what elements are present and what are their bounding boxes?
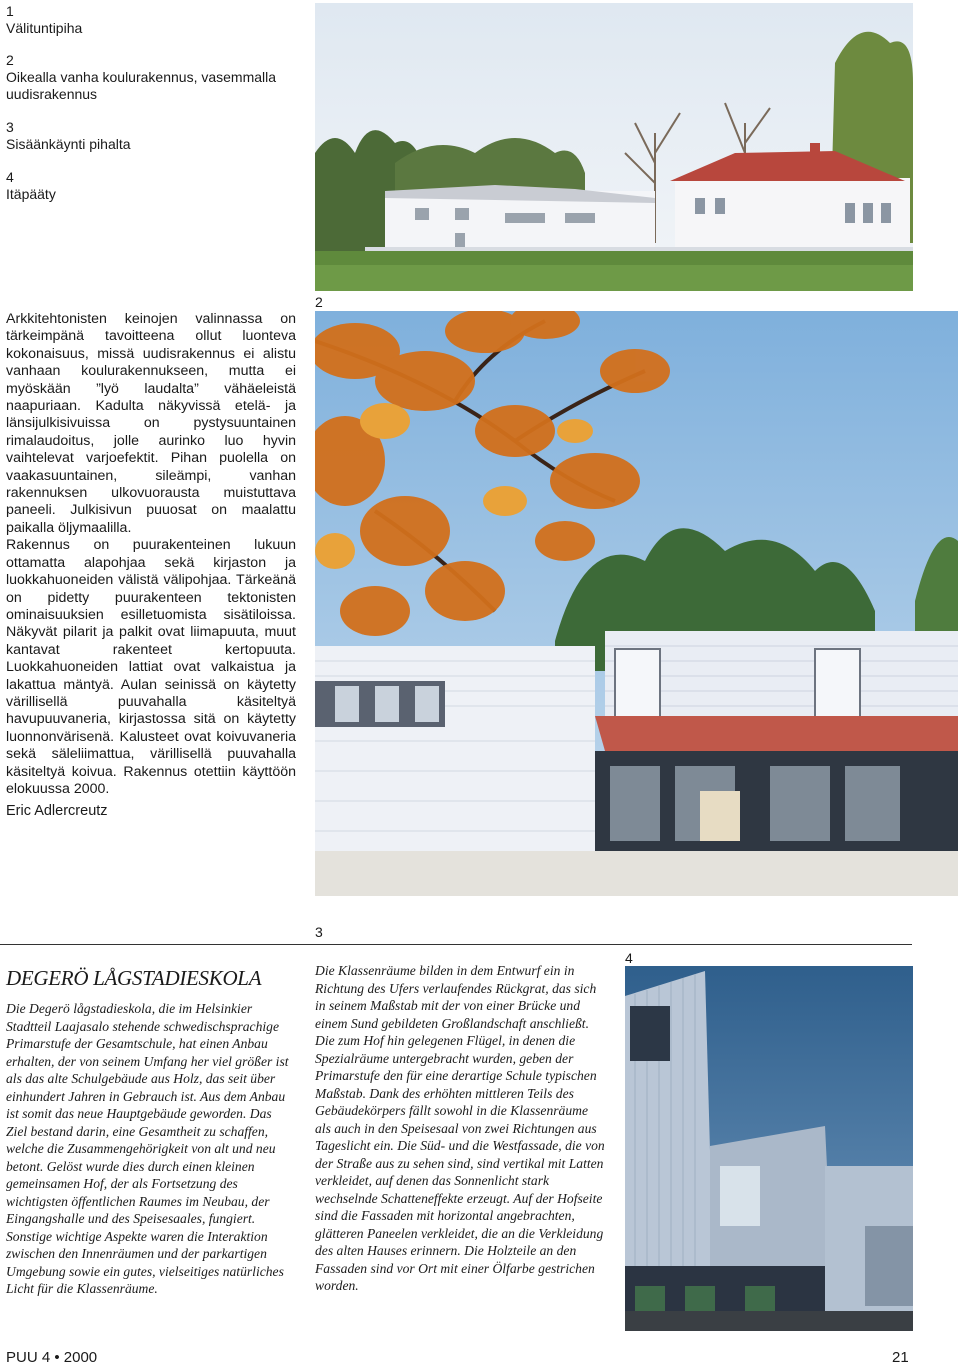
caption-number: 4 [6, 169, 14, 185]
caption-number: 2 [6, 52, 14, 68]
caption-text: Oikealla vanha koulurakennus, vasemmalla uudisrakennus [6, 69, 277, 102]
footer-page-number: 21 [892, 1349, 909, 1366]
caption-number: 3 [6, 119, 14, 135]
caption-4 [6, 169, 296, 203]
caption-text: Välituntipiha [6, 20, 83, 36]
caption-text: Sisäänkäynti pihalta [6, 136, 131, 152]
section-rule [0, 944, 912, 945]
body-text [6, 311, 296, 798]
photo-number-4: 4 [625, 950, 633, 966]
caption-3 [6, 119, 296, 153]
body-paragraph: Rakennus on puurakenteinen lukuun ottamatta alapohjaa sekä kirjaston ja luokkahuoneiden välistä välipohjaa. Tärkeänä on pidetty puurakenteen tektonisten ominaisuuksien esilletuomista sisätiloissa. Näkyvät pilarit ja palkit ovat liimapuuta, muut kantavat rakenteet kertopuuta. Luokkahuoneiden lattiat ovat valkaistua ja lakattua mäntyä. Aulan seinissä on käytetty värillisellä puuvahalla käsiteltyä havupuuvaneria, kirjastossa sitä on käytetty luonnonvärisenä. Kalusteet ovat koivuvaneria sekä säleliimattua, värillisellä puuvahalla käsiteltyä koivua. Rakennus otettiin käyttöön elokuussa 2000. [6, 537, 296, 797]
german-text-left: Die Degerö lågstadieskola, die im Helsinkier Stadtteil Laajasalo stehende schwedischsprachige Primarstufe der Gesamtschule, hat einen Anbau erhalten, der von seinem Umfang her viel größer ist als das alte Schulgebäude aus Holz, das seit über einhundert Jahren in Gebrauch ist. Aus dem Anbau ist somit das neue Hauptgebäude geworden. Das Ziel bestand darin, eine Gesamtheit zu schaffen, welche die Zusammengehörigkeit von alt und neu betont. Gelöst wurde dies durch einen kleinen gemeinsamen Hof, der als Fortsetzung des wichtigsten öffentlichen Raumes im Neubau, der Eingangshalle und des Speisesaales, fungiert. Sonstige wichtige Aspekte waren die Interaktion zwischen den Innenräumen und der parkartigen Umgebung sowie ein gutes, vielseitiges natürliches Licht für die Klassenräume. [6, 1001, 289, 1296]
photo-number-3: 3 [315, 924, 323, 940]
photo-east-gable [625, 966, 913, 1331]
photo-schoolyard-image [315, 3, 913, 291]
photo-entrance-image [315, 311, 958, 896]
german-text-middle: Die Klassenräume bilden in dem Entwurf ein in Richtung des Ufers verlaufendes Rückgrat, das sich in seinem Maßstab mit der von einer Brücke und einem Sund gebildeten Großlandschaft anschließt. Die zum Hof hin gelegenen Flügel, in denen die Spezialräume untergebracht wurden, geben der Primarstufe den für eine derartige Schule typischen Maßstab. Dank des erhöhten mittleren Teils des Gebäudekörpers fällt sowohl in die Klassenräume als auch in den Speisesaal von zwei Richtungen aus Tageslicht ein. Die Süd- und die Westfassade, die von der Straße aus zu sehen sind, sind vertikal mit Latten verkleidet, auf denen das Sonnenlicht stark wechselnde Schatteneffekte erzeugt. Auf der Hofseite sind die Fassaden mit horizontal angebrachten, glätteren Paneelen verkleidet, die an die Verkleidung des alten Hauses erinnern. Die Holzteile an den Fassaden sind vor Ort mit einer Ölfarbe gestrichen worden. [315, 963, 605, 1293]
caption-text: Itäpääty [6, 186, 56, 202]
photo-schoolyard [315, 3, 913, 291]
photo-entrance [315, 311, 958, 896]
caption-1 [6, 3, 296, 37]
author: Eric Adlercreutz [6, 803, 108, 819]
article-title: DEGERÖ LÅGSTADIESKOLA [6, 966, 262, 990]
footer-issue: PUU 4 • 2000 [6, 1349, 98, 1366]
caption-number: 1 [6, 3, 14, 19]
body-paragraph: Arkkitehtonisten keinojen valinnassa on tärkeimpänä tavoitteena ollut luonteva kokonaisuus, missä uudisrakennus ei alistu vanhaan koulurakennukseen, mutta ei myöskään ”lyö laudalta” vähäeleistä naapuriaan. Kadulta näkyvissä etelä- ja länsijulkisivuissa on pystysuuntainen rimalaudoitus, jolle aurinko luo hyvin vaihtelevat varjoefektit. Pihan puolella on vaakasuuntainen, sileämpi, vanhan rakennuksen ulkovuorausta muistuttava paneeli. Julkisivun puuosat on maalattu paikalla öljymaalilla. [6, 311, 296, 536]
photo-number-2: 2 [315, 294, 323, 310]
caption-2 [6, 52, 296, 103]
photo-east-gable-image [625, 966, 913, 1331]
